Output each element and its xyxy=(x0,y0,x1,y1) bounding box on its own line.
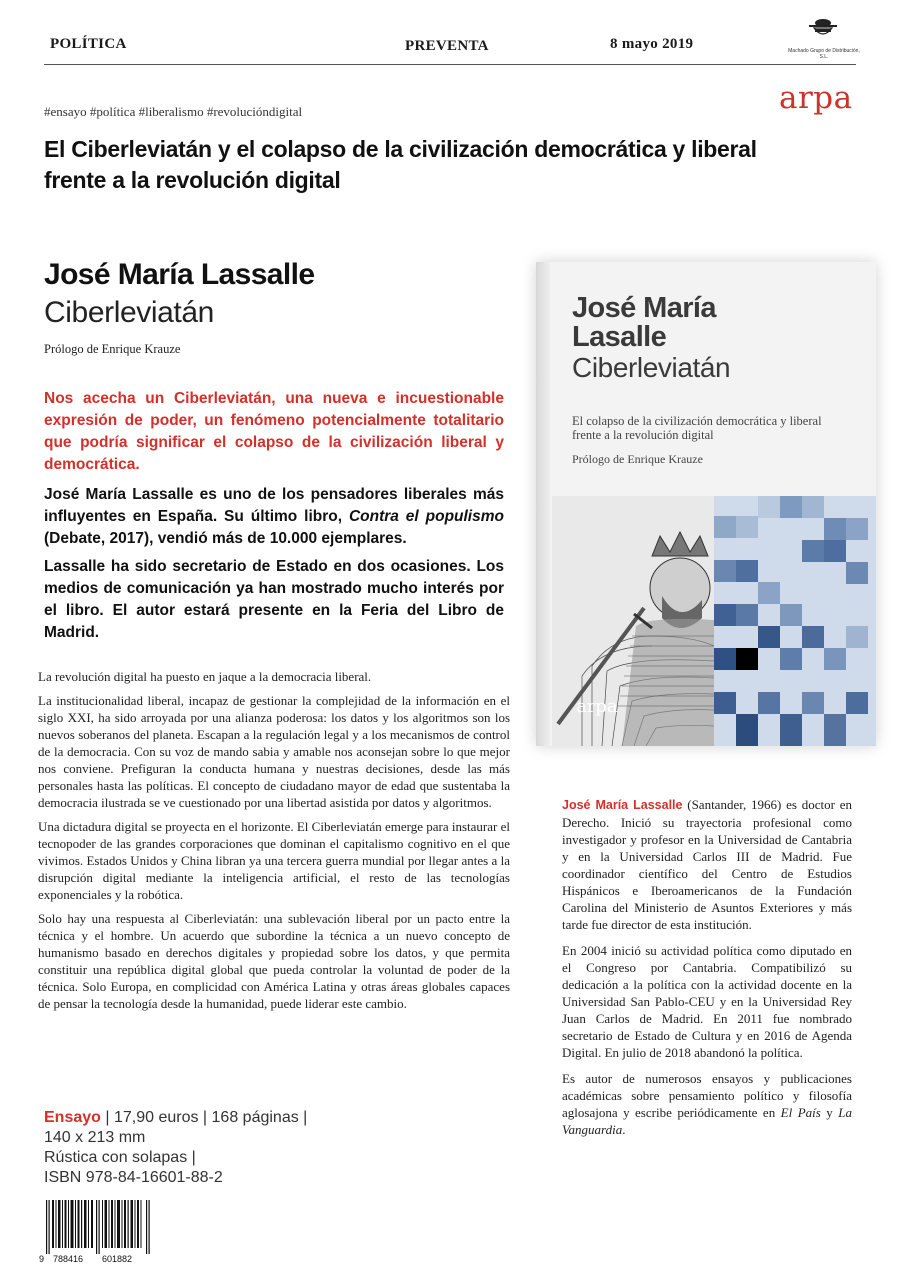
headline: El Ciberleviatán y el colapso de la civilización democrática y liberal frente a la revolución digital xyxy=(44,136,757,193)
lead-text: José María Lassalle es uno de los pensadores liberales más influyentes en España. Su último libro, xyxy=(44,486,504,525)
binding: Rústica con solapas | xyxy=(44,1149,196,1166)
barcode-group: 601882 xyxy=(102,1254,133,1264)
body-paragraph: La institucionalidad liberal, incapaz de gestionar la complejidad de la información en el siglo XXI, ha sido arroyada por una alianza poderosa: los datos y los algoritmos son los nuevos soberanos del planeta. Escapan a la regulación legal y a los mecanismos de control de la democracia. Con su voz de mando sabia y amable nos aconsejan sobre lo que mejor nos conviene. Prefiguran la conducta humana y nuestras decisiones, desde las más personales hasta las políticas. El concepto de ciudadano mayor de edad que sustentaba la democracia ilustrada se ve cuestionado por una libertad asistida por datos y algoritmos. xyxy=(38,693,510,810)
barcode-group: 788416 xyxy=(53,1254,84,1264)
isbn: ISBN 978-84-16601-88-2 xyxy=(44,1169,223,1186)
cover-author xyxy=(572,294,716,352)
lead-text-end: (Debate, 2017), vendió más de 10.000 ejemplares. xyxy=(44,530,407,547)
cover-subtitle: El colapso de la civilización democrática y liberal frente a la revolución digital xyxy=(572,414,822,442)
lead-paragraph-red: Nos acecha un Ciberleviatán, una nueva e incuestionable expresión de poder, un fenómeno potencialmente totalitario que podría significar el colapso de la civilización liberal y democrática. xyxy=(44,390,504,473)
header-divider xyxy=(44,64,856,65)
date-label: 8 mayo 2019 xyxy=(610,36,694,52)
newspaper-name: La Vanguardia xyxy=(562,1105,852,1137)
bio-paragraph xyxy=(562,796,852,933)
bio-paragraph xyxy=(562,1070,852,1138)
body-paragraph: La revolución digital ha puesto en jaque a la democracia liberal. xyxy=(38,669,372,684)
bio-text: . xyxy=(622,1122,626,1137)
lead-paragraph-author xyxy=(44,484,504,550)
prologue-credit: Prólogo de Enrique Krauze xyxy=(44,342,181,356)
cover-prologue: Prólogo de Enrique Krauze xyxy=(572,452,703,466)
body-paragraph: Solo hay una respuesta al Ciberleviatán: una sublevación liberal por un pacto entre la técnica y el hombre. Un acuerdo que subordine la técnica a un nuevo concepto de humanismo basado en derechos digitales y propiedad sobre los datos, y que permita constituir una república digital global que pueda controlar la voluntad de poder de la técnica. Solo Europa, en complicidad con América Latina y otras áreas globales capaces de pensar la tecnología desde la humanidad, puede liderar este cambio. xyxy=(38,911,510,1011)
barcode-icon xyxy=(38,1200,160,1264)
lead-paragraph-career: Lassalle ha sido secretario de Estado en dos ocasiones. Los medios de comunicación ya han mostrado mucho interés por el libro. El autor estará presente en la Feria del Libro de Madrid. xyxy=(44,558,504,641)
book-title: Ciberleviatán xyxy=(44,296,214,329)
cover-author-line: Lasalle xyxy=(572,321,667,353)
price-pages: | 17,90 euros | 168 páginas | xyxy=(100,1109,308,1126)
bio-text: y xyxy=(820,1105,839,1120)
hashtags: #ensayo #política #liberalismo #revolucióndigital xyxy=(44,104,303,119)
body-paragraph: Una dictadura digital se proyecta en el horizonte. El Ciberleviatán emerge para instaurar el tecnopoder de las grandes corporaciones que dominan el capitalismo cognitivo en el que vivimos. Estados Unidos y China libran ya una tercera guerra mundial por llegar antes a la disrupción digital mediante la inteligencia artificial, el resto de las tecnologías exponenciales y la robótica. xyxy=(38,819,510,902)
cover-spine-edge xyxy=(536,262,550,746)
author-bio xyxy=(562,796,852,1147)
barcode-digit: 9 xyxy=(39,1254,45,1264)
distributor-name: Machado Grupo de Distribución, S.L. xyxy=(788,48,860,60)
bio-paragraph: En 2004 inició su actividad política como diputado en el Congreso por Cantabria. Compatibilizó su dedicación a la política con la actividad docente en la Universidad San Pablo-CEU y en la Universidad Rey Juan Carlos de Madrid. En 2011 fue nombrado secretario de Estado de Cultura y en 2016 de Agenda Digital. En julio de 2018 abandonó la política. xyxy=(562,943,852,1060)
bio-author-name: José María Lassalle xyxy=(562,798,683,812)
hat-figure-icon xyxy=(806,16,840,42)
dimensions: 140 x 213 mm xyxy=(44,1129,146,1146)
bio-text: Es autor de numerosos ensayos y publicaciones académicas sobre pensamiento político y filosofía aglosajona y escribe periódicamente en xyxy=(562,1071,852,1120)
author-name: José María Lassalle xyxy=(44,258,315,291)
body-text xyxy=(38,668,510,1019)
cover-title: Ciberleviatán xyxy=(572,352,731,383)
publisher-logo: arpa xyxy=(779,80,853,116)
distributor-logo xyxy=(786,16,862,60)
newspaper-name: El País xyxy=(780,1105,821,1120)
book-reference: Contra el populismo xyxy=(348,508,504,525)
cover-author-line: José María xyxy=(572,292,716,324)
section-label: POLÍTICA xyxy=(50,36,127,52)
book-cover xyxy=(536,262,876,746)
status-label: PREVENTA xyxy=(405,38,489,54)
genre-label: Ensayo xyxy=(44,1109,101,1126)
cover-publisher-logo: arpa xyxy=(576,696,618,717)
book-specs xyxy=(44,1108,307,1188)
bio-text: (Santander, 1966) es doctor en Derecho. Inició su trayectoria profesional como investigador y profesor en la Universidad de Cantabria y en la Universidad Carlos III de Madrid. Fue coordinador científico del Centro de Estudios Hispánicos e Iberoamericanos de la Fundación Carolina del Ministerio de Asuntos Exteriores y más tarde fue director de esta institución. xyxy=(562,797,852,932)
